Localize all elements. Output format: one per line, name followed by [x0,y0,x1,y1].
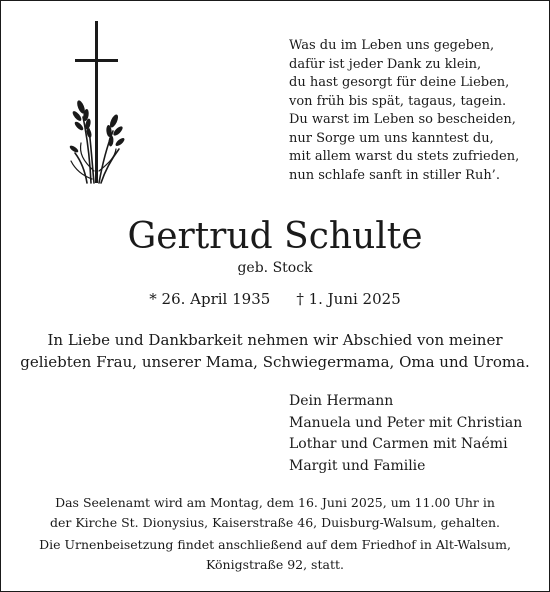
burial-notice [1,535,549,575]
poem-line: dafür ist jeder Dank zu klein, [289,56,482,72]
poem-line: Du warst im Leben so bescheiden, [289,112,516,127]
life-dates [1,289,549,309]
farewell-message [1,329,549,373]
mourner-name: Manuela und Peter mit Christian [289,414,523,431]
poem-line: Was du im Leben uns gegeben, [289,38,495,53]
requiem-notice [1,493,549,533]
poem-line: mit allem warst du stets zufrieden, [289,149,520,164]
notice-line: der Kirche St. Dionysius, Kaiserstraße 46, Duisburg-Walsum, gehalten. [50,515,500,530]
memorial-poem [289,37,519,185]
notice-line: Die Urnenbeisetzung findet anschließend auf dem Friedhof in Alt-Walsum, [39,537,511,552]
poem-line: nur Sorge um uns kanntest du, [289,130,494,146]
mourner-name: Margit und Familie [289,457,426,474]
poem-line: von früh bis spät, tagaus, tagein. [289,93,507,109]
death-date: † 1. Juni 2025 [296,290,401,308]
notice-line: Das Seelenamt wird am Montag, dem 16. Juni 2025, um 11.00 Uhr in [55,495,495,510]
mourners-list [289,391,522,477]
notice-line: Königstraße 92, statt. [206,557,344,572]
poem-line: nun schlafe sanft in stiller Ruh’. [289,167,500,183]
cross-with-wheat-icon [61,21,131,191]
farewell-line: In Liebe und Dankbarkeit nehmen wir Abschied von meiner [47,331,503,349]
mourner-name: Lothar und Carmen mit Naémi [289,436,508,452]
deceased-name: Gertrud Schulte [127,216,423,257]
poem-line: du hast gesorgt für deine Lieben, [289,75,510,90]
birth-name: geb. Stock [237,260,313,276]
birth-date: * 26. April 1935 [149,290,271,308]
farewell-line: geliebten Frau, unserer Mama, Schwiegermama, Oma und Uroma. [20,353,530,371]
mourner-name: Dein Hermann [289,393,394,409]
